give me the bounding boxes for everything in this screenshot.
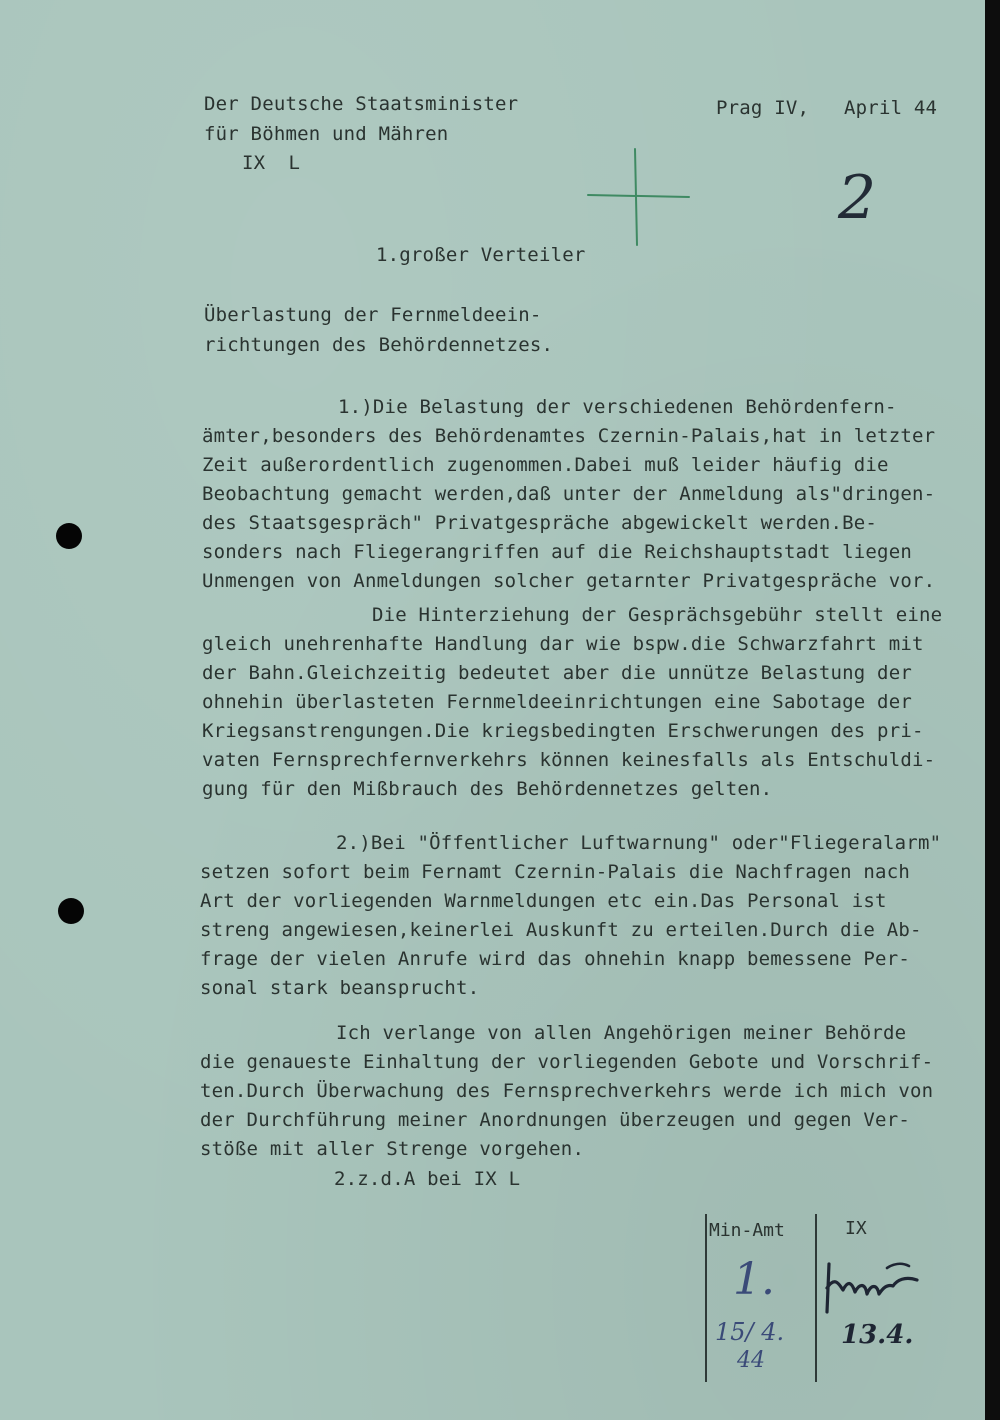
scan-edge: [985, 0, 1000, 1420]
stamp-signature-date: 13.4.: [841, 1320, 914, 1350]
body-line: der Durchführung meiner Anordnungen überzeugen und gegen Ver-: [200, 1109, 910, 1131]
body-line: gung für den Mißbrauch des Behördennetzes gelten.: [202, 778, 773, 800]
body-line: Beobachtung gemacht werden,daß unter der Anmeldung als"dringen-: [202, 483, 936, 505]
body-line: 1.)Die Belastung der verschiedenen Behördenfern-: [338, 396, 897, 418]
stamp-handwritten-mark: 1.: [733, 1254, 775, 1305]
body-line: Unmengen von Anmeldungen solcher getarnter Privatgespräche vor.: [202, 570, 936, 592]
body-line: 2.)Bei "Öffentlicher Luftwarnung" oder"Fliegeralarm": [336, 832, 942, 854]
subject-line-2: richtungen des Behördennetzes.: [204, 334, 554, 356]
body-line: sonders nach Fliegerangriffen auf die Reichshauptstadt liegen: [202, 541, 912, 563]
body-line: Zeit außerordentlich zugenommen.Dabei muß leider häufig die: [202, 454, 889, 476]
stamp-left-border: [705, 1214, 707, 1382]
body-line: setzen sofort beim Fernamt Czernin-Palais die Nachfragen nach: [200, 861, 910, 883]
body-line: sonal stark beansprucht.: [200, 977, 480, 999]
body-line: ämter,besonders des Behördenamtes Czernin-Palais,hat in letzter: [202, 425, 936, 447]
sender-line-1: Der Deutsche Staatsminister: [204, 93, 519, 115]
handwritten-page-number: 2: [838, 163, 877, 233]
stamp-header-min-amt: Min-Amt: [709, 1220, 785, 1241]
body-line: gleich unehrenhafte Handlung dar wie bspw.die Schwarzfahrt mit: [202, 633, 924, 655]
stamp-header-ix: IX: [845, 1218, 867, 1239]
routing-stamp: [703, 1214, 914, 1384]
distribution-line: 1.großer Verteiler: [376, 244, 586, 266]
stamp-divider: [815, 1214, 817, 1382]
filing-note: 2.z.d.A bei IX L: [334, 1168, 521, 1190]
body-line: Ich verlange von allen Angehörigen meiner Behörde: [336, 1022, 907, 1044]
sender-line-2: für Böhmen und Mähren: [204, 123, 449, 145]
body-line: ohnehin überlasteten Fernmeldeeinrichtungen eine Sabotage der: [202, 691, 912, 713]
sender-line-3: IX L: [242, 152, 301, 174]
body-line: streng angewiesen,keinerlei Auskunft zu erteilen.Durch die Ab-: [200, 919, 922, 941]
body-line: vaten Fernsprechfernverkehrs können keinesfalls als Entschuldi-: [202, 749, 936, 771]
subject-line-1: Überlastung der Fernmeldeein-: [204, 304, 542, 326]
body-line: frage der vielen Anrufe wird das ohnehin knapp bemessene Per-: [200, 948, 910, 970]
place-date: Prag IV, April 44: [716, 97, 938, 119]
body-line: ten.Durch Überwachung des Fernsprechverkehrs werde ich mich von: [200, 1080, 934, 1102]
stamp-handwritten-year: 44: [737, 1348, 765, 1373]
body-line: die genaueste Einhaltung der vorliegenden Gebote und Vorschrif-: [200, 1051, 934, 1073]
body-line: Art der vorliegenden Warnmeldungen etc ein.Das Personal ist: [200, 890, 887, 912]
body-line: des Staatsgespräch" Privatgespräche abgewickelt werden.Be-: [202, 512, 878, 534]
punch-hole-top: [56, 523, 82, 549]
body-line: der Bahn.Gleichzeitig bedeutet aber die unnütze Belastung der: [202, 662, 912, 684]
pencil-cross-mark: [585, 145, 695, 250]
body-line: Die Hinterziehung der Gesprächsgebühr stellt eine: [372, 604, 943, 626]
stamp-handwritten-date: 15/ 4.: [715, 1318, 785, 1346]
stamp-signature: [821, 1254, 925, 1318]
body-line: stöße mit aller Strenge vorgehen.: [200, 1138, 585, 1160]
punch-hole-bottom: [58, 898, 84, 924]
body-line: Kriegsanstrengungen.Die kriegsbedingten Erschwerungen des pri-: [202, 720, 924, 742]
